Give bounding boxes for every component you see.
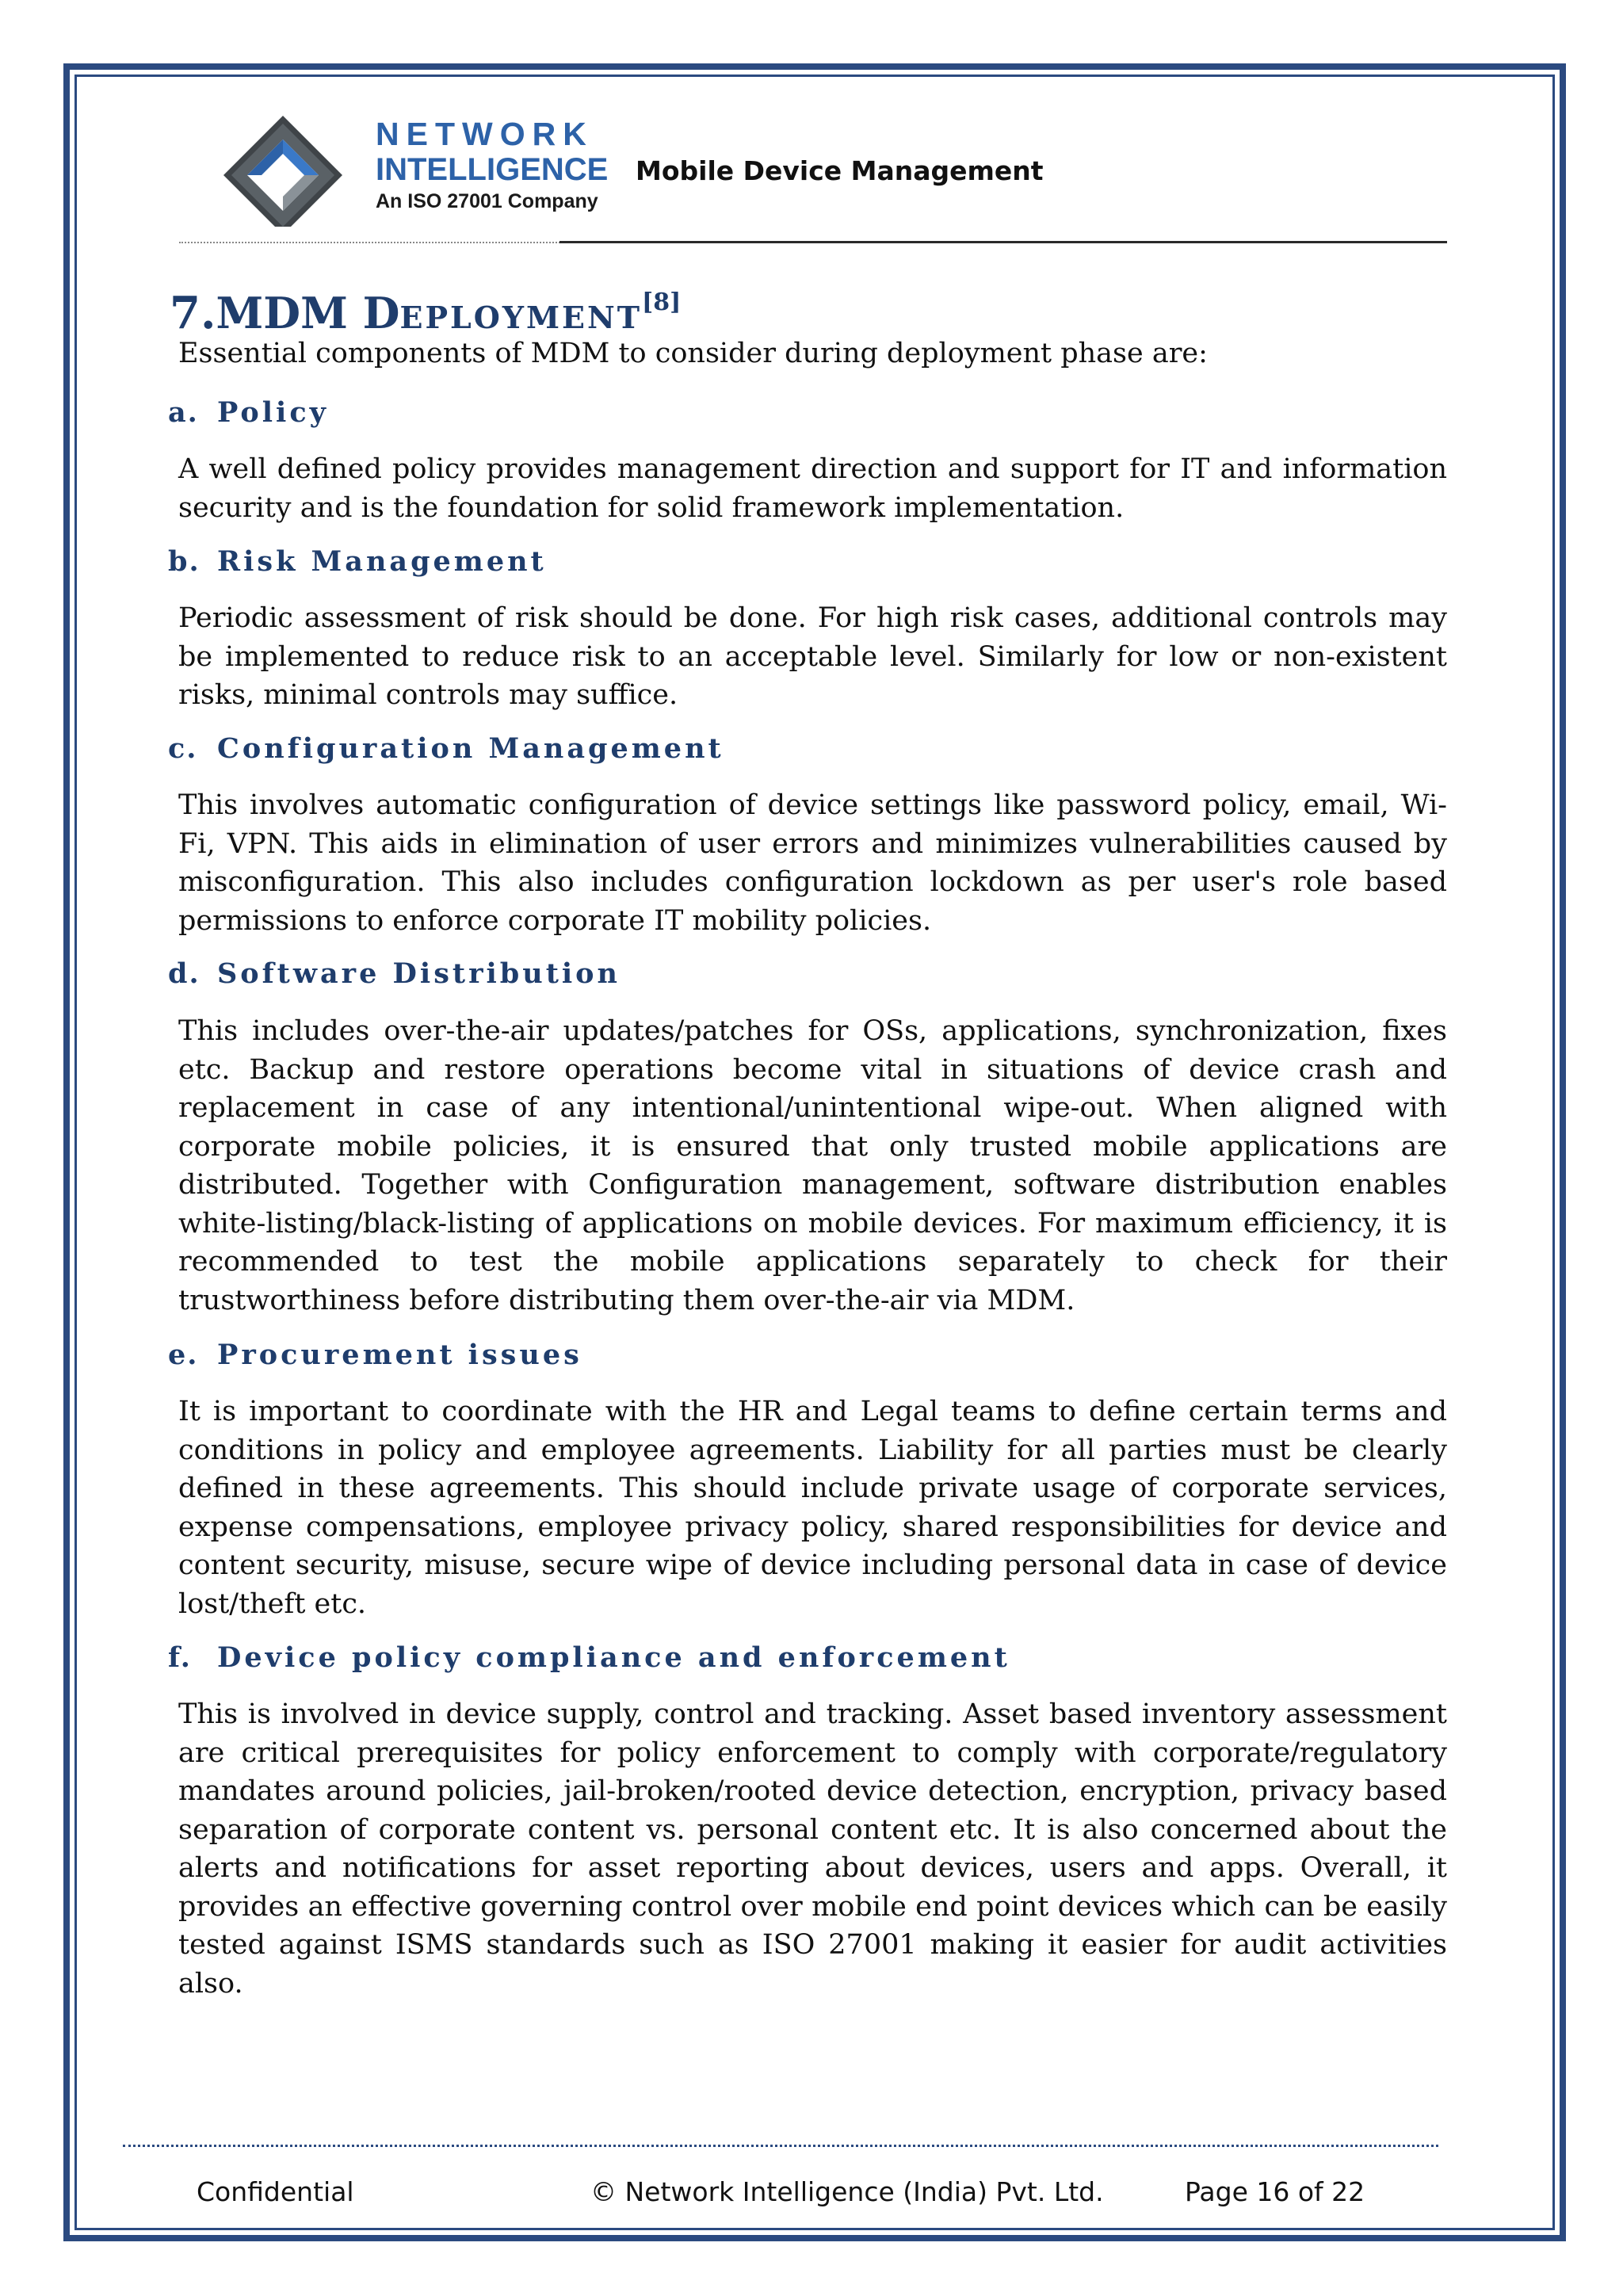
footer-divider xyxy=(123,2145,1438,2147)
subsection-body-device-policy-compliance: This is involved in device supply, control and tracking. Asset based inventory assessment are critical prerequisites for policy enforcement to comply with corporate/regulatory mandates around policies, jail-broken/rooted device detection, encryption, privacy based separation of corporate content vs. personal content etc. It is also concerned about the alerts and notifications for asset reporting about devices, users and apps. Overall, it provides an effective governing control over mobile end point devices which can be easily tested against ISMS standards such as ISO 27001 making it easier for audit activities also. xyxy=(178,1698,1447,2000)
subsection-body-risk-management: Periodic assessment of risk should be done. For high risk cases, additional controls may be implemented to reduce risk to an acceptable level. Similarly for low or non-existent risks, minimal controls may suffice. xyxy=(178,602,1447,711)
subsection-body-software-distribution: This includes over-the-air updates/patches for OSs, applications, synchronization, fixes etc. Backup and restore operations become vital in situations of device crash and replacement in case of any intentional/unintentional wipe-out. When aligned with corporate mobile policies, it is ensured that only trusted mobile applications are distributed. Together with Configuration management, software distribution enables white-listing/black-listing of applications on mobile devices. For maximum efficiency, it is recommended to test the mobile applications separately to check for their trustworthiness before distributing them over-the-air via MDM. xyxy=(178,1015,1447,1316)
subsection-heading-configuration-management: c. Configuration Management xyxy=(168,732,724,765)
section-heading xyxy=(170,287,681,339)
section-number: 7. xyxy=(170,287,216,339)
section-title-main: MDM D xyxy=(216,288,400,338)
subsection-heading-device-policy-compliance: f. Device policy compliance and enforcement xyxy=(168,1641,1010,1674)
diamond-logo-icon xyxy=(201,116,368,227)
footer-copyright: © Network Intelligence (India) Pvt. Ltd. xyxy=(590,2176,1104,2207)
subsection-body-configuration-management: This involves automatic configuration of device settings like password policy, email, Wi-Fi, VPN. This aids in elimination of user errors and minimizes vulnerabilities caused by misconfiguration. This also includes configuration lockdown as per user's role based permissions to enforce corporate IT mobility policies. xyxy=(178,789,1447,937)
subsection-heading-policy: a. Policy xyxy=(168,396,329,429)
footer-confidential: Confidential xyxy=(197,2176,354,2207)
section-reference: [8] xyxy=(642,288,682,316)
brand-name-line1: NETWORK xyxy=(376,116,594,152)
company-logo xyxy=(201,116,645,227)
subsection-heading-procurement-issues: e. Procurement issues xyxy=(168,1339,582,1371)
footer-page-number: Page 16 of 22 xyxy=(1185,2176,1365,2207)
subsection-body-policy: A well defined policy provides management direction and support for IT and information security and is the foundation for solid framework implementation. xyxy=(178,453,1447,524)
header-divider xyxy=(559,241,1447,243)
brand-name-line2: INTELLIGENCE xyxy=(376,152,609,187)
section-title-rest: EPLOYMENT xyxy=(399,300,643,335)
document-title: Mobile Device Management xyxy=(636,155,1044,186)
section-intro: Essential components of MDM to consider during deployment phase are: xyxy=(178,338,1208,369)
subsection-body-procurement-issues: It is important to coordinate with the HR and Legal teams to define certain terms and conditions in policy and employee agreements. Liability for all parties must be clearly defined in these agreements. This should include private usage of corporate services, expense compensations, employee privacy policy, shared responsibilities for device and content security, misuse, secure wipe of device including personal data in case of device lost/theft etc. xyxy=(178,1396,1447,1620)
page-content xyxy=(74,74,1555,2230)
subsection-heading-risk-management: b. Risk Management xyxy=(168,545,547,578)
brand-tagline: An ISO 27001 Company xyxy=(376,190,598,212)
subsection-heading-software-distribution: d. Software Distribution xyxy=(168,957,621,990)
